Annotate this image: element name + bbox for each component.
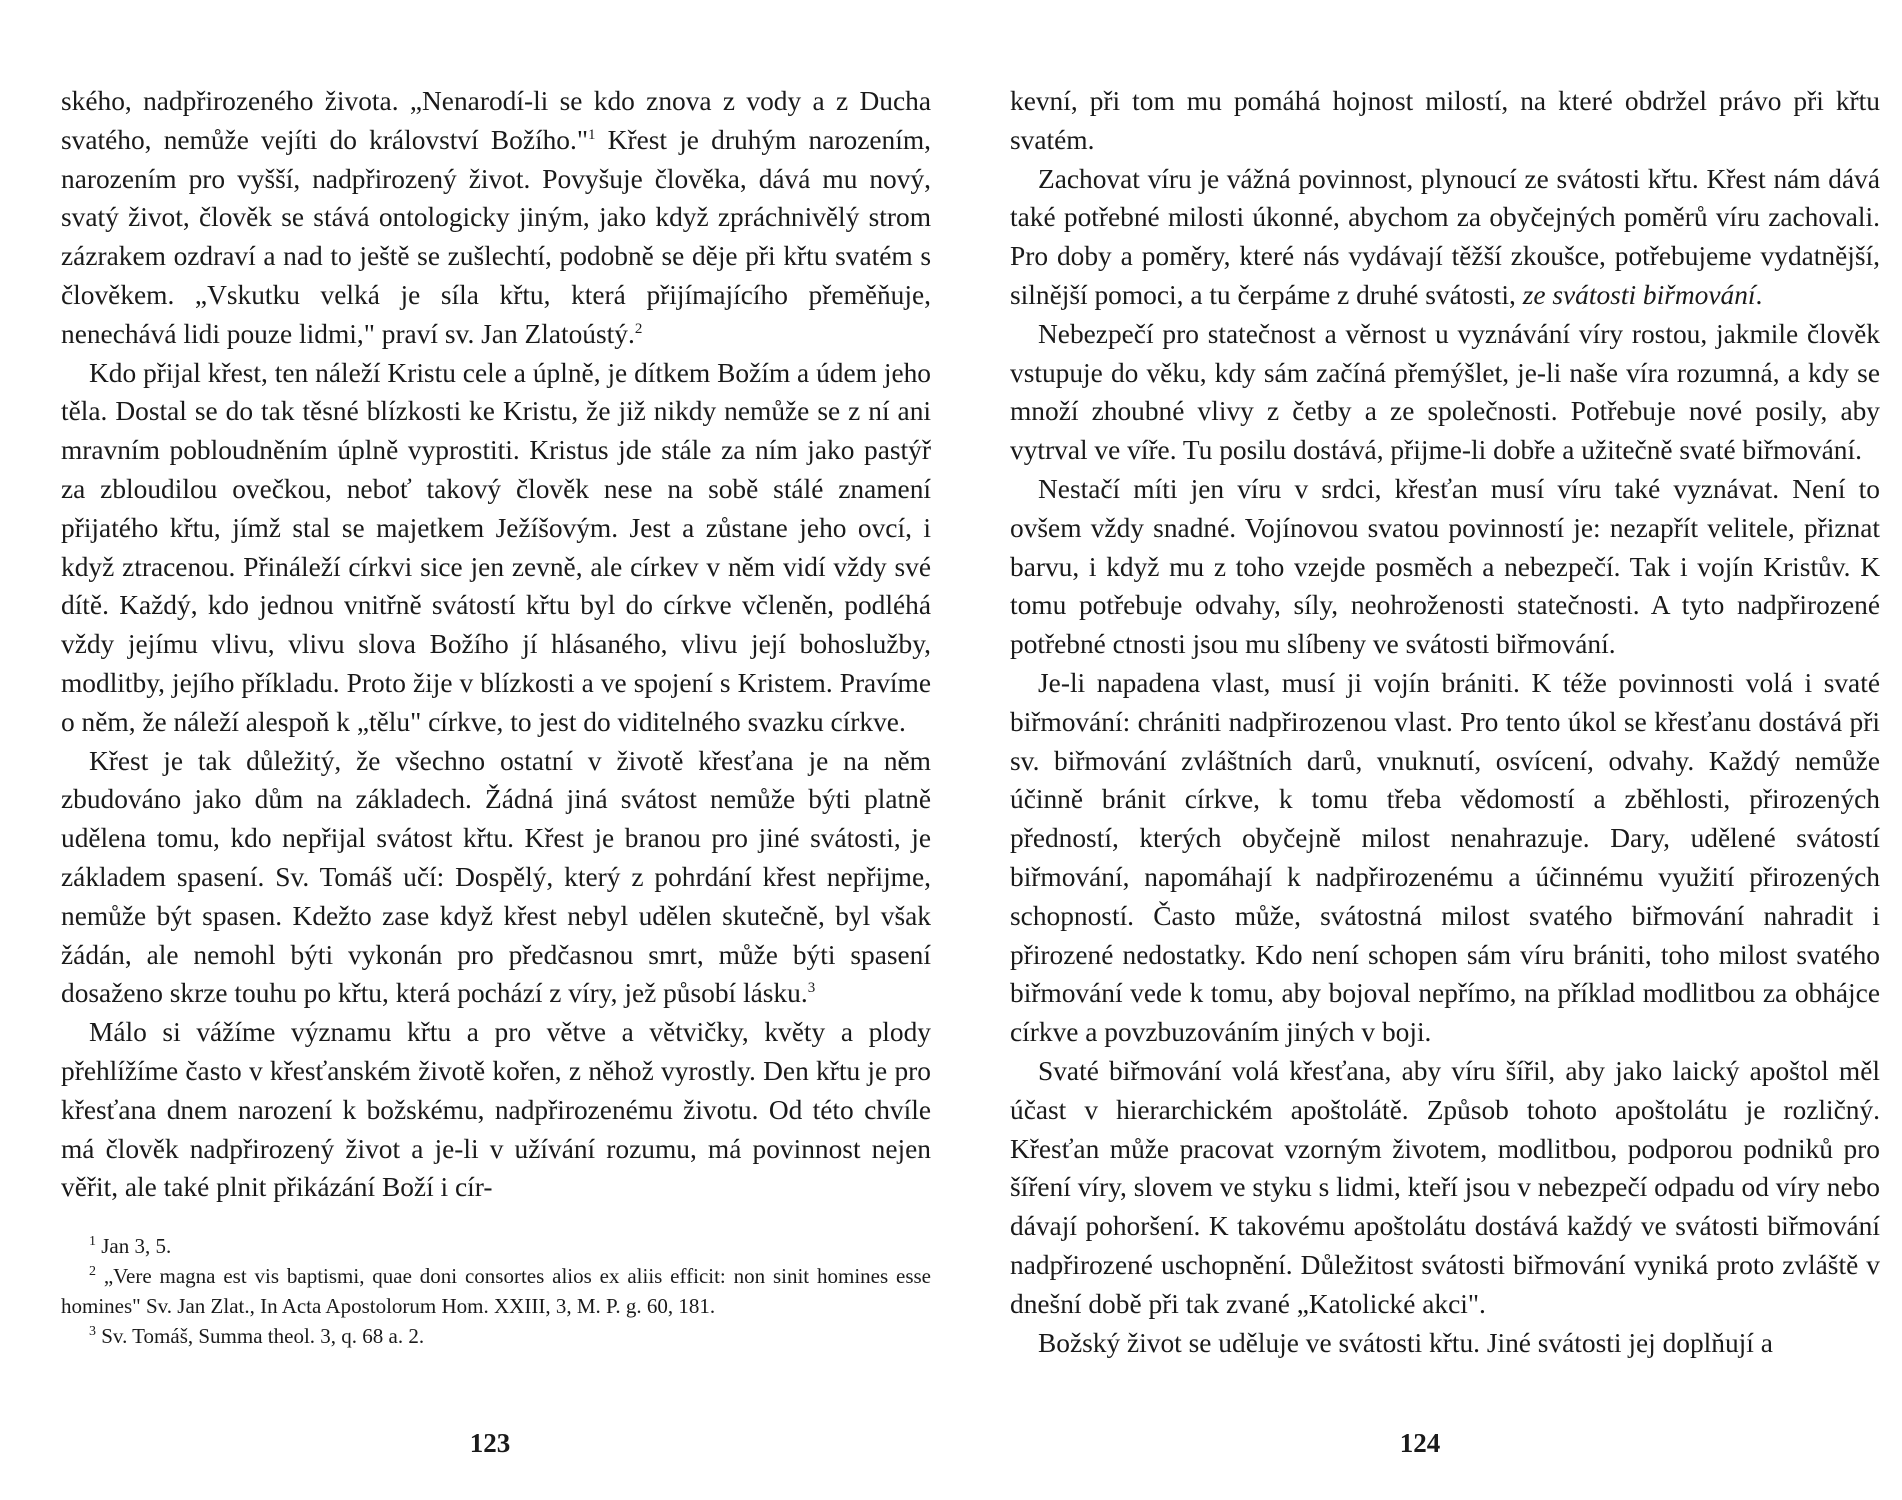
paragraph: Nestačí míti jen víru v srdci, křesťan musí víru také vyznávat. Není to ovšem vždy snadné. Vojínovou svatou povinností je: nezapřít velitele, přiznat barvu, i když mu z toho vzejde posměch a nebezpečí. Tak i vojín Kristův. K tomu potřebuje odvahy, síly, neohroženosti statečnosti. A tyto nadpřirozené potřebné ctnosti jsou mu slíbeny ve svátosti biřmování. [1010, 473, 1880, 660]
paragraph-text: Zachovat víru je vážná povinnost, plynoucí ze svátosti křtu. Křest nám dává také potřebné milosti úkonné, abychom za obyčejných poměrů víru zachovali. Pro doby a poměry, které nás vydávají těžší zkoušce, potřebujeme vydatnější, silnější pomoci, a tu čerpáme z druhé svátosti, [1010, 163, 1880, 310]
paragraph-text: . [1755, 279, 1763, 310]
paragraph [1010, 160, 1880, 315]
paragraph: Kdo přijal křest, ten náleží Kristu cele a úplně, je dítkem Božím a údem jeho těla. Dostal se do tak těsné blízkosti ke Kristu, že již nikdy nemůže se z ní ani mravním pobloudněním úplně vyprostiti. Kristus jde stále za ním jako pastýř za zbloudilou ovečkou, neboť takový člověk nese na sobě stálé znamení přijatého křtu, jímž stal se majetkem Ježíšovým. Jest a zůstane jeho ovcí, i když ztracenou. Přináleží církvi sice jen zevně, ale církev v něm vidí vždy své dítě. Každý, kdo jednou vnitřně svátostí křtu byl do církve včleněn, podléhá vždy jejímu vlivu, vlivu slova Božího jí hlásaného, vlivu její bohoslužby, modlitby, jejího příkladu. Proto žije v blízkosti a ve spojení s Kristem. Pravíme o něm, že náleží alespoň k „tělu" církve, to jest do viditelného svazku církve. [61, 357, 931, 737]
paragraph: Je-li napadena vlast, musí ji vojín brániti. K téže povinnosti volá i svaté biřmování: chrániti nadpřirozenou vlast. Pro tento úkol se křesťanu dostává při sv. biřmování zvláštních darů, vnuknutí, osvícení, odvahy. Každý nemůže účinně bránit církve, k tomu třeba vědomostí a zběhlosti, přirozených předností, kterých obyčejně milost nenahrazuje. Dary, udělené svátostí biřmování, napomáhají k nadpřirozenému a účinnému využití přirozených schopností. Často může, svátostná milost svatého biřmování nahradit i přirozené nedostatky. Kdo není schopen sám víru brániti, toho milost svatého biřmování vede k tomu, aby bojoval nepřímo, na příklad modlitbou za obhájce církve a povzbuzováním jiných v boji. [1010, 667, 1880, 1048]
footnote-text: Sv. Tomáš, Summa theol. 3, q. 68 a. 2. [101, 1324, 425, 1349]
footnote-number: 2 [89, 1264, 96, 1280]
footnote-ref: 1 [588, 126, 596, 143]
paragraph: Nebezpečí pro statečnost a věrnost u vyznávání víry rostou, jakmile člověk vstupuje do věku, kdy sám začíná přemýšlet, je-li naše víra rozumná, a kdy se množí zhoubné vlivy z četby a ze společnosti. Potřebuje nové posily, aby vytrval ve víře. Tu posilu dostává, přijme-li dobře a užitečně svaté biřmování. [1010, 318, 1880, 466]
paragraph [61, 82, 931, 354]
footnote [61, 1261, 931, 1321]
paragraph: Málo si vážíme významu křtu a pro větve a větvičky, květy a plody přehlížíme často v křesťanském životě kořen, z něhož vyrostly. Den křtu je pro křesťana dnem narození k božskému, nadpřirozenému životu. Od této chvíle má člověk nadpřirozený život a je-li v užívání rozumu, má povinnost nejen věřit, ale také plnit přikázání Boží i cír- [61, 1017, 931, 1203]
paragraph: kevní, při tom mu pomáhá hojnost milostí, na které obdržel právo při křtu svatém. [1010, 86, 1880, 155]
footnote-text: Jan 3, 5. [101, 1234, 172, 1259]
footnote-ref: 2 [634, 320, 643, 337]
right-page [1010, 82, 1880, 1362]
footnote-number: 3 [89, 1324, 96, 1340]
footnote-number: 1 [89, 1234, 96, 1250]
paragraph: Božský život se uděluje ve svátosti křtu. Jiné svátosti jej doplňují a [1038, 1327, 1773, 1358]
paragraph-text: ského, nadpřirozeného života. „Nenarodí-li se kdo znova z vody a z Ducha svatého, nemůže vejíti do království Božího." [61, 86, 931, 155]
page-number: 123 [469, 1428, 511, 1458]
footnote [61, 1321, 931, 1351]
paragraph [61, 742, 931, 1014]
paragraph-text: Křest je tak důležitý, že všechno ostatní v životě křesťana je na něm zbudováno jako dům na základech. Žádná jiná svátost nemůže býti platně udělena tomu, kdo nepřijal svátost křtu. Křest je branou pro jiné svátosti, je základem spasení. Sv. Tomáš učí: Dospělý, který z pohrdání křest nepřijme, nemůže být spasen. Kdežto zase když křest nebyl udělen skutečně, byl však žádán, ale nemohl býti vykonán pro předčasnou smrt, může býti spasení dosaženo skrze touhu po křtu, která pochází z víry, jež působí lásku. [61, 745, 931, 1009]
paragraph-text: Křest je druhým narozením, narozením pro vyšší, nadpřirozený život. Povyšuje člověka, dává mu nový, svatý život, člověk se stává ontologicky jiným, jako když zpráchnivělý strom zázrakem ozdraví a nad to ještě se zušlechtí, podobně se děje při křtu svatém s člověkem. „Vskutku velká je síla křtu, která přijímajícího přeměňuje, nenechává lidi pouze lidmi," praví sv. Jan Zlatoústý. [61, 124, 931, 349]
left-page [61, 82, 931, 1351]
paragraph: Svaté biřmování volá křesťana, aby víru šířil, aby jako laický apoštol měl účast v hierarchickém apoštolátě. Způsob tohoto apoštolátu je rozličný. Křesťan může pracovat vzorným životem, modlitbou, podporou podniků pro šíření víry, slovem ve styku s lidmi, kteří jsou v nebezpečí odpadu od víry nebo dávají pohoršení. K takovému apoštolátu dostává každý ve svátosti biřmování nadpřirozené uschopnění. Důležitost svátosti biřmování vyniká proto zvláště v dnešní době při tak zvané „Katolické akci". [1010, 1055, 1880, 1319]
footnotes [61, 1231, 931, 1351]
footnote [61, 1231, 931, 1261]
footnote-ref: 3 [807, 980, 816, 997]
footnote-text: „Vere magna est vis baptismi, quae doni consortes alios ex aliis efficit: non sinit homines esse homines" Sv. Jan Zlat., In Acta Apostolorum Hom. XXIII, 3, M. P. g. 60, 181. [61, 1264, 931, 1319]
emphasis-text: ze svátosti biřmování [1522, 279, 1756, 310]
page-number: 124 [1399, 1428, 1441, 1458]
